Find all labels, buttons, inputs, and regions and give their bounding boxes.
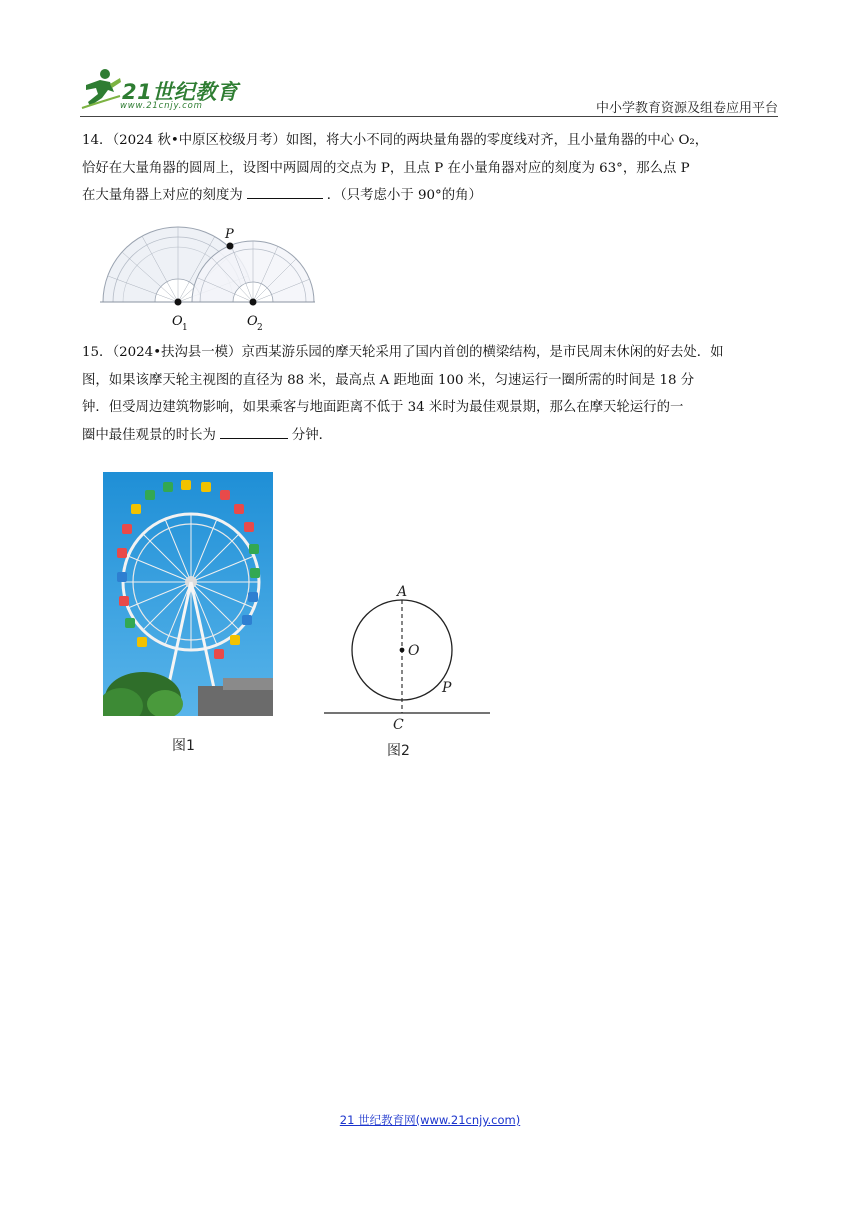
label-a: A	[397, 584, 408, 600]
q14-line-1: 14．（2024 秋•中原区校级月考）如图，将大小不同的两块量角器的零度线对齐，且小量角器的中心 O₂，	[82, 133, 709, 148]
runner-logo-icon	[80, 66, 122, 110]
header-divider	[80, 116, 778, 117]
figure-2-caption: 图2	[387, 743, 410, 759]
label-o1: O	[172, 314, 183, 329]
footer-link[interactable]: 21 世纪教育网(www.21cnjy.com)	[339, 1113, 521, 1127]
label-p: P	[225, 227, 234, 242]
label-o2: O	[247, 314, 258, 329]
label-o2-sub: 2	[257, 323, 263, 333]
point-o1	[175, 299, 182, 306]
q14-line-3-end: ．（只考虑小于 90°的角）	[326, 188, 482, 203]
question-15	[82, 339, 780, 449]
q15-line-1: 15．（2024•扶沟县一模）京西某游乐园的摩天轮采用了国内首创的横梁结构，是市民周末休闲的好去处．如	[82, 345, 724, 360]
logo-text: 21世纪教育	[122, 80, 239, 104]
circle-diagram	[318, 572, 498, 762]
platform-title: 中小学教育资源及组卷应用平台	[595, 101, 778, 116]
page-header	[80, 66, 778, 118]
figure-1-caption: 图1	[172, 738, 195, 754]
q14-line-3	[82, 182, 780, 210]
question-14	[82, 127, 780, 210]
logo	[80, 66, 280, 114]
q14-line-2: 恰好在大量角器的圆周上，设图中两圆周的交点为 P，且点 P 在小量角器对应的刻度为 63°，那么点 P	[82, 160, 690, 176]
ferris-wheel-photo	[103, 472, 273, 716]
label-p: P	[442, 680, 452, 696]
label-o: O	[408, 643, 420, 659]
center-point	[400, 648, 405, 653]
protractor-figure	[100, 226, 315, 334]
q15-line-4	[82, 422, 780, 450]
label-c: C	[393, 717, 404, 733]
q15-line-4-end: 分钟．	[291, 427, 333, 443]
q14-answer-blank[interactable]	[247, 184, 323, 199]
q15-line-4-text: 圈中最佳观景的时长为	[82, 427, 216, 443]
label-o1-sub: 1	[182, 323, 188, 333]
q14-line-3-text: 在大量角器上对应的刻度为	[82, 188, 243, 203]
q15-answer-blank[interactable]	[220, 424, 288, 439]
q15-line-3: 钟．但受周边建筑物影响，如果乘客与地面距离不低于 34 米时为最佳观景期，那么在摩天轮运行的一	[82, 400, 684, 415]
logo-url: www.21cnjy.com	[120, 101, 203, 111]
point-o2	[250, 299, 257, 306]
point-p	[227, 243, 234, 250]
q15-line-2: 图，如果该摩天轮主视图的直径为 88 米，最高点 A 距地面 100 米，匀速运行一圈所需的时间是 18 分	[82, 372, 695, 388]
